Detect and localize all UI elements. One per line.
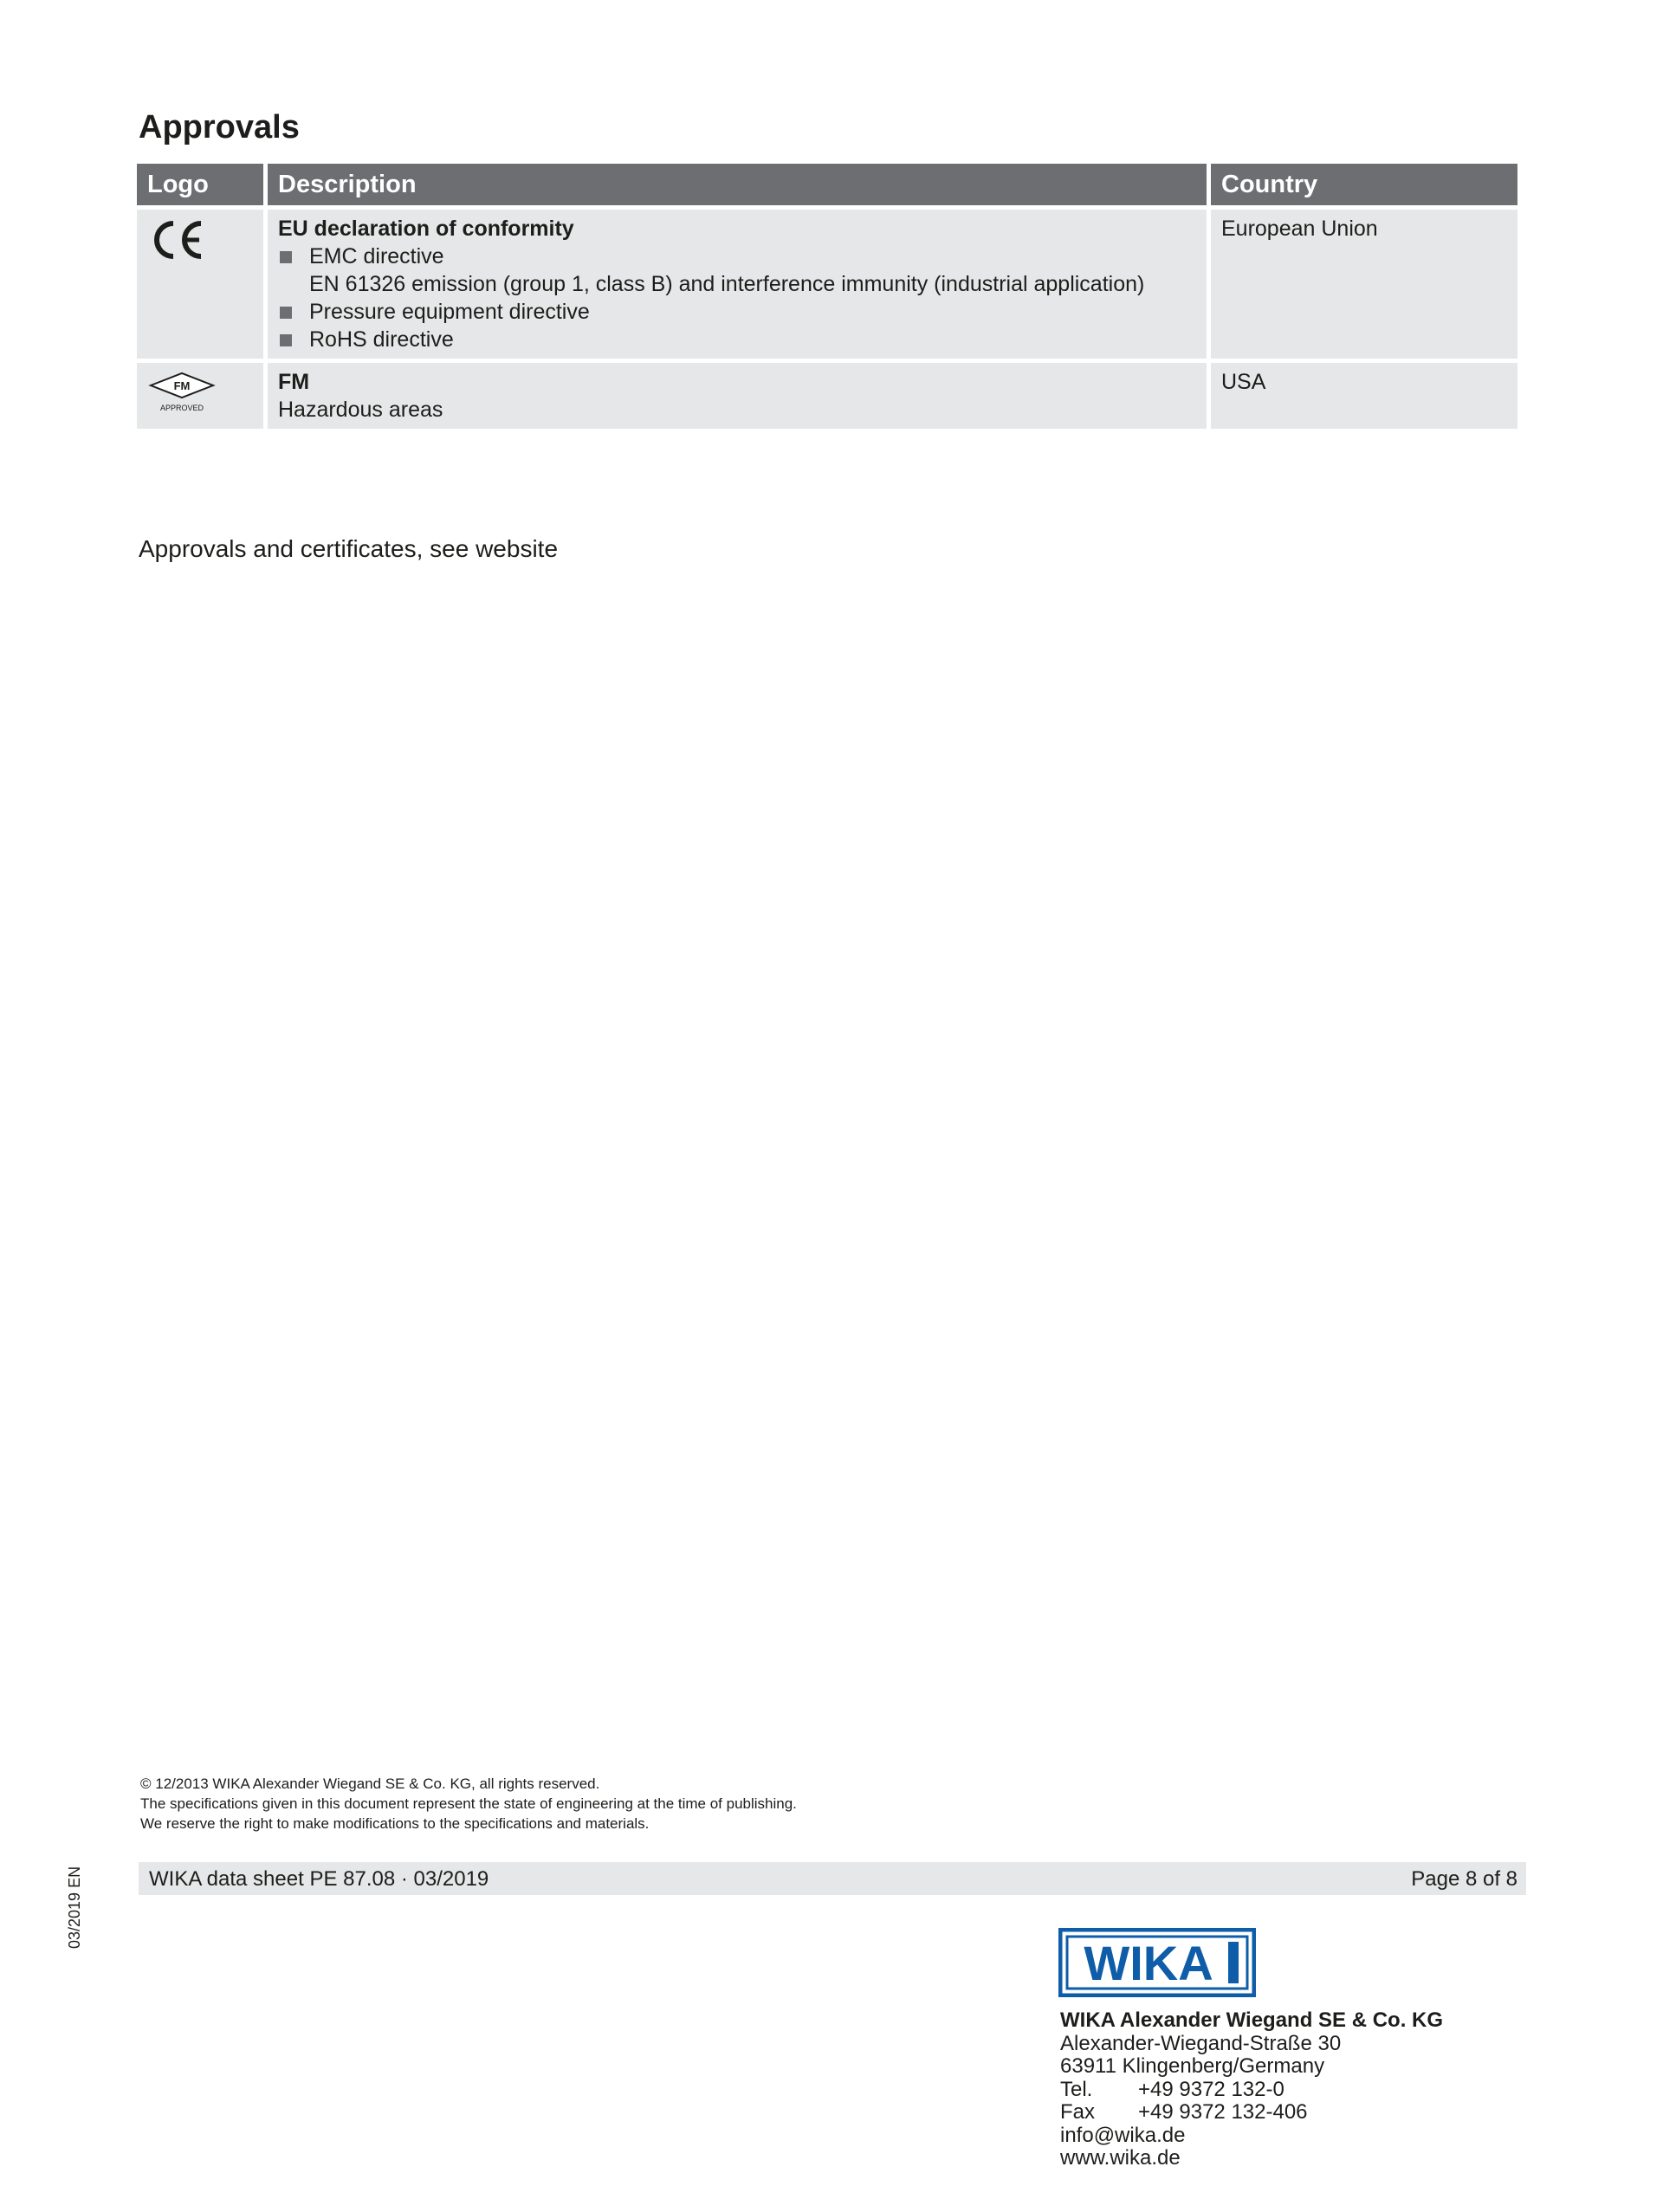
side-date: 03/2019 EN [66,1866,83,1949]
country-cell: European Union [1211,210,1517,359]
approvals-table [133,159,1522,433]
list-item: EMC directive [278,243,1196,270]
svg-text:APPROVED: APPROVED [159,404,204,412]
email-link[interactable]: info@wika.de [1060,2123,1186,2147]
row-title: EU declaration of conformity [278,217,574,241]
datasheet-ref: WIKA data sheet PE 87.08 · 03/2019 [149,1867,489,1891]
website-note: Approvals and certificates, see website [139,535,559,562]
table-row [137,363,1517,429]
footer-bar [139,1862,1526,1895]
website-link[interactable]: www.wika.de [1060,2146,1181,2170]
fax-label: Fax [1060,2100,1096,2124]
page-number: Page 8 of 8 [1411,1867,1517,1891]
logo-cell [137,210,263,359]
bullet-square-icon [280,334,292,346]
row-subtitle: Hazardous areas [278,398,443,422]
legal-line: The specifications given in this document represent the state of engineering at the time of publishing. [140,1795,797,1812]
country-cell: USA [1211,363,1517,429]
description-cell [268,210,1207,359]
tel-label: Tel. [1060,2077,1093,2101]
fm-approved-icon [147,370,217,418]
description-cell [268,363,1207,429]
company-address [1060,2009,1443,2170]
legal-line: We reserve the right to make modifications to the specifications and materials. [140,1815,650,1832]
legal-line: © 12/2013 WIKA Alexander Wiegand SE & Co. KG, all rights reserved. [140,1775,600,1792]
directive-list [278,243,1196,353]
header-country: Country [1211,164,1517,205]
city: 63911 Klingenberg/Germany [1060,2054,1325,2078]
fax-number: +49 9372 132-406 [1138,2100,1308,2124]
svg-text:FM: FM [173,379,191,392]
list-item-detail: EN 61326 emission (group 1, class B) and interference immunity (industrial application) [309,272,1145,296]
list-item: RoHS directive [278,326,1196,353]
bullet-square-icon [280,251,292,263]
company-name: WIKA Alexander Wiegand SE & Co. KG [1060,2008,1444,2032]
header-logo: Logo [137,164,263,205]
header-description: Description [268,164,1207,205]
row-title: FM [278,370,310,394]
fax-row [1060,2101,1443,2125]
tel-number: +49 9372 132-0 [1138,2077,1284,2101]
table-row [137,210,1517,359]
logo-cell [137,363,263,429]
svg-text:WIKA: WIKA [1084,1936,1213,1990]
list-item: Pressure equipment directive [278,298,1196,326]
legal-notice [140,1774,797,1834]
bullet-square-icon [280,307,292,319]
tel-row [1060,2079,1443,2102]
table-header-row [137,164,1517,205]
section-title: Approvals [139,109,300,146]
street: Alexander-Wiegand-Straße 30 [1060,2031,1342,2055]
wika-logo-icon [1058,1928,1256,1997]
ce-mark-icon [147,217,208,263]
